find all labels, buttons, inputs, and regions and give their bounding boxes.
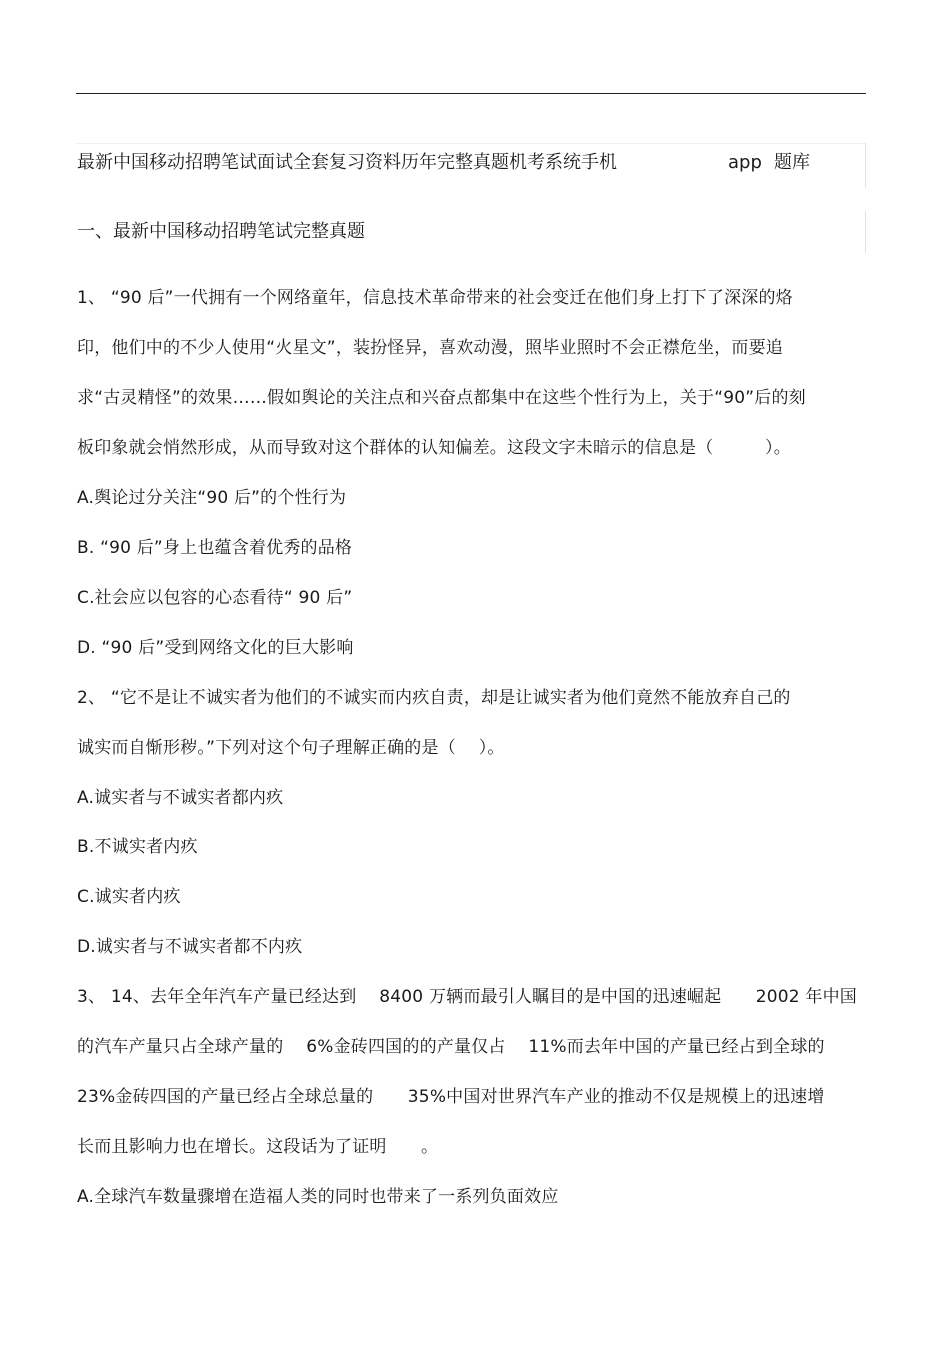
question-1-line-2: 印，他们中的不少人使用“火星文”，装扮怪异，喜欢动漫，照毕业照时不会正襟危坐，而要追 bbox=[77, 338, 784, 358]
question-1-option-c: C.社会应以包容的心态看待“ 90 后” bbox=[77, 588, 353, 608]
question-3-line-2: 的汽车产量只占全球产量的 6%金砖四国的的产量仅占 11%而去年中国的产量已经占到全球的 bbox=[77, 1037, 825, 1057]
title-main: 最新中国移动招聘笔试面试全套复习资料历年完整真题机考系统手机 bbox=[77, 152, 617, 173]
question-2-option-c: C.诚实者内疚 bbox=[77, 887, 181, 907]
question-3-option-a: A.全球汽车数量骤增在造福人类的同时也带来了一系列负面效应 bbox=[77, 1187, 559, 1207]
question-2-line-2: 诚实而自惭形秽。”下列对这个句子理解正确的是（ ）。 bbox=[77, 738, 505, 758]
question-2-option-a: A.诚实者与不诚实者都内疚 bbox=[77, 788, 284, 808]
question-3-line-1: 3、 14、去年全年汽车产量已经达到 8400 万辆而最引人瞩目的是中国的迅速崛起 2002 年中国 bbox=[77, 987, 857, 1007]
question-3-line-4: 长而且影响力也在增长。这段话为了证明 。 bbox=[77, 1137, 439, 1157]
question-1-line-1: 1、 “90 后”一代拥有一个网络童年，信息技术革命带来的社会变迁在他们身上打下了深深的烙 bbox=[77, 288, 793, 308]
question-1-option-b: B. “90 后”身上也蕴含着优秀的品格 bbox=[77, 538, 353, 558]
question-3-line-3: 23%金砖四国的产量已经占全球总量的 35%中国对世界汽车产业的推动不仅是规模上的迅速增 bbox=[77, 1087, 825, 1107]
header-rule bbox=[76, 93, 866, 94]
title-app: app bbox=[728, 152, 762, 173]
question-1-option-d: D. “90 后”受到网络文化的巨大影响 bbox=[77, 638, 354, 658]
question-1-line-3: 求“古灵精怪”的效果……假如舆论的关注点和兴奋点都集中在这些个性行为上，关于“90”后的刻 bbox=[77, 388, 806, 408]
question-2-line-1: 2、 “它不是让不诚实者为他们的不诚实而内疚自责，却是让诚实者为他们竟然不能放弃自己的 bbox=[77, 688, 791, 708]
title-suffix: 题库 bbox=[774, 152, 810, 173]
question-1-option-a: A.舆论过分关注“90 后”的个性行为 bbox=[77, 488, 347, 508]
question-2-option-d: D.诚实者与不诚实者都不内疚 bbox=[77, 937, 303, 957]
document-title bbox=[77, 151, 810, 175]
section-heading: 一、最新中国移动招聘笔试完整真题 bbox=[77, 221, 365, 242]
question-1-line-4: 板印象就会悄然形成，从而导致对这个群体的认知偏差。这段文字未暗示的信息是（ ）。 bbox=[77, 438, 791, 458]
question-2-option-b: B.不诚实者内疚 bbox=[77, 837, 198, 857]
